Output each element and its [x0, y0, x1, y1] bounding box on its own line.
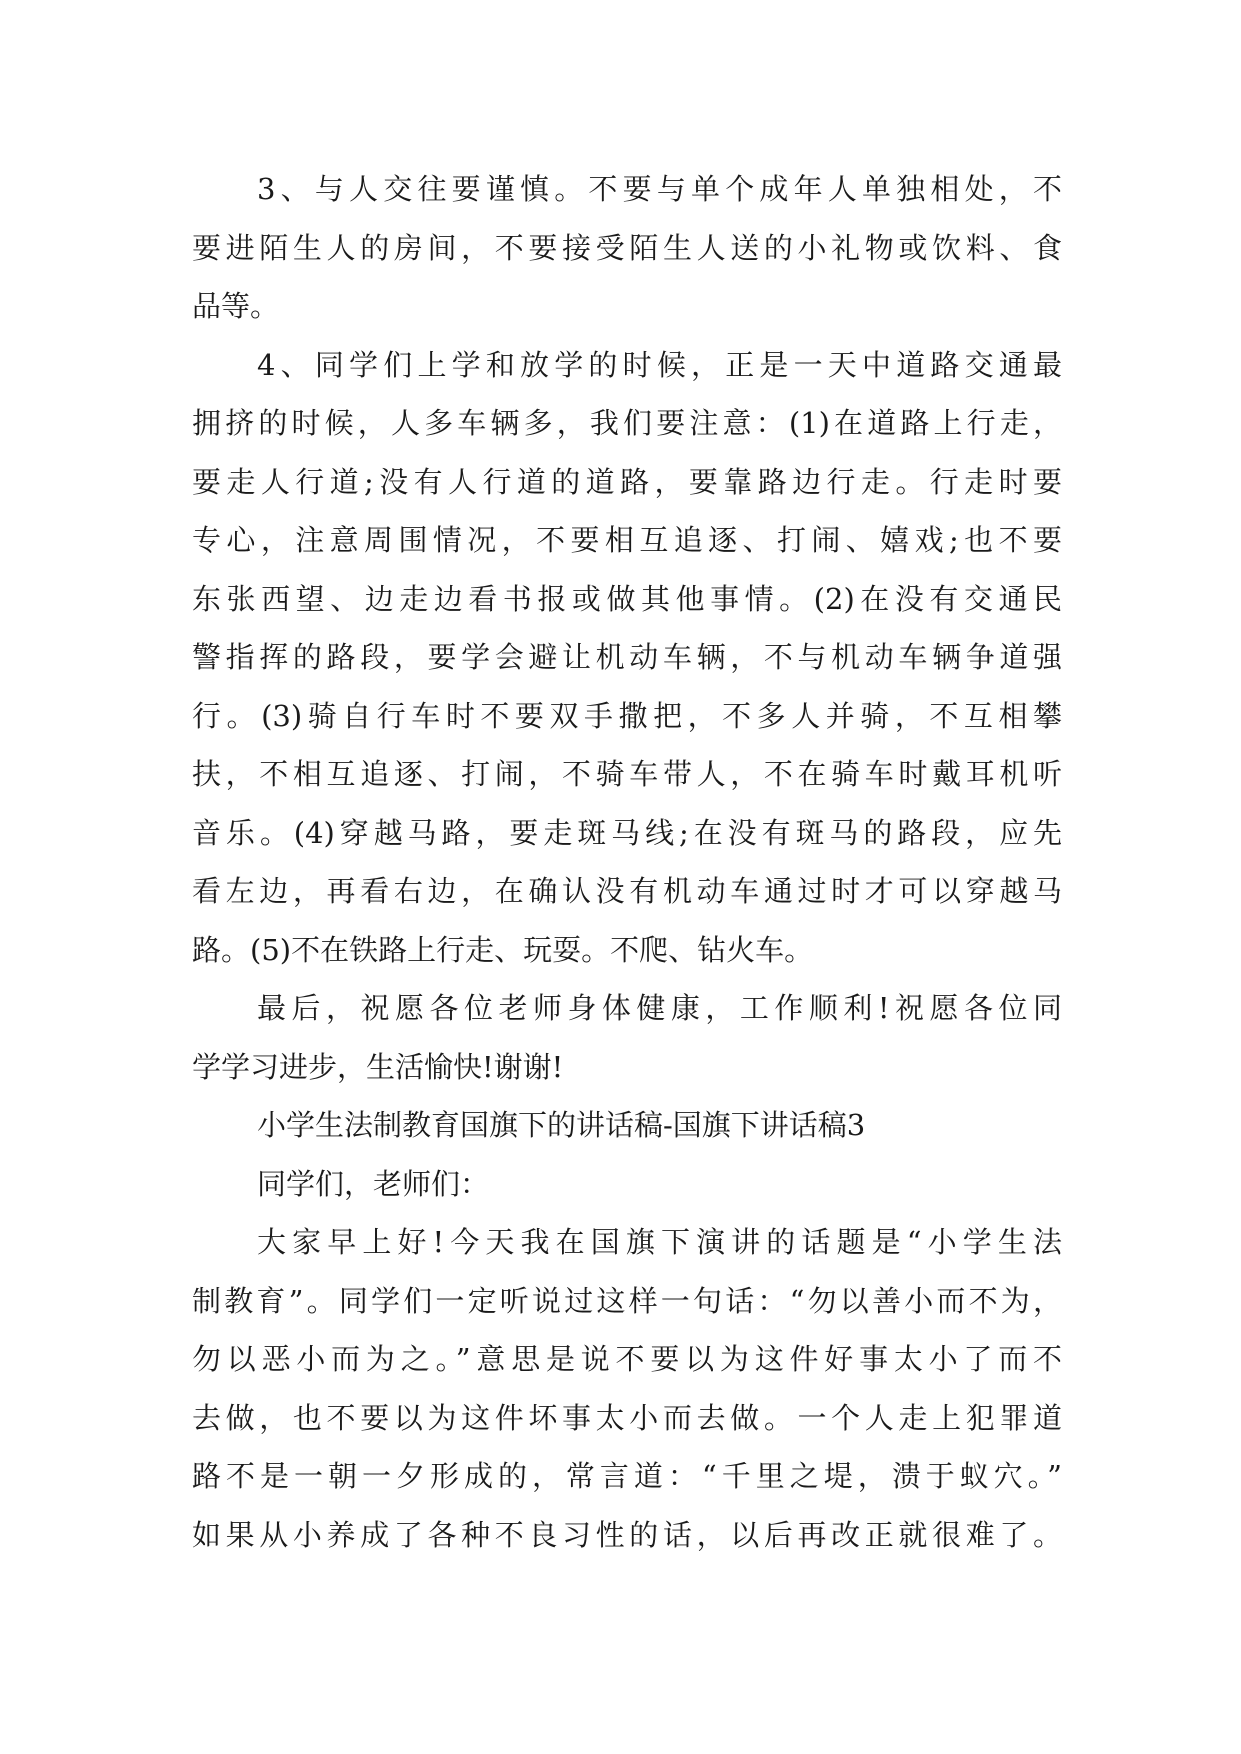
text-line: 扶，不相互追逐、打闹，不骑车带人，不在骑车时戴耳机听 [192, 757, 1062, 791]
text-line: 学学习进步，生活愉快!谢谢! [192, 1049, 564, 1084]
text-line: 勿以恶小而为之。”意思是说不要以为这件好事太小了而不 [192, 1342, 1062, 1376]
text-line: 专心，注意周围情况，不要相互追逐、打闹、嬉戏;也不要 [192, 523, 1062, 557]
text-line: 4、同学们上学和放学的时候，正是一天中道路交通最 [257, 347, 1062, 382]
text-line: 东张西望、边走边看书报或做其他事情。(2)在没有交通民 [192, 581, 1062, 616]
text-line: 拥挤的时候，人多车辆多，我们要注意：(1)在道路上行走， [192, 406, 1062, 440]
document-body [192, 160, 1062, 1564]
text-line: 制教育”。同学们一定听说过这样一句话：“勿以善小而不为， [192, 1283, 1062, 1318]
text-line: 路不是一朝一夕形成的，常言道：“千里之堤，溃于蚁穴。” [192, 1459, 1062, 1493]
text-line: 3、与人交往要谨慎。不要与单个成年人单独相处，不 [257, 172, 1062, 206]
text-line: 警指挥的路段，要学会避让机动车辆，不与机动车辆争道强 [192, 640, 1062, 674]
text-line: 小学生法制教育国旗下的讲话稿-国旗下讲话稿3 [257, 1108, 866, 1142]
text-line: 品等。 [192, 289, 280, 323]
text-line: 要走人行道;没有人行道的道路，要靠路边行走。行走时要 [192, 464, 1062, 499]
text-line: 看左边，再看右边，在确认没有机动车通过时才可以穿越马 [192, 874, 1062, 908]
text-line: 音乐。(4)穿越马路，要走斑马线;在没有斑马的路段，应先 [192, 815, 1062, 850]
text-line: 如果从小养成了各种不良习性的话，以后再改正就很难了。 [192, 1517, 1062, 1552]
text-line: 去做，也不要以为这件坏事太小而去做。一个人走上犯罪道 [192, 1400, 1062, 1435]
text-line: 同学们，老师们： [257, 1166, 490, 1201]
text-line: 最后，祝愿各位老师身体健康，工作顺利!祝愿各位同 [257, 991, 1062, 1025]
text-line: 大家早上好!今天我在国旗下演讲的话题是“小学生法 [257, 1225, 1062, 1259]
text-line: 路。(5)不在铁路上行走、玩耍。不爬、钻火车。 [192, 932, 814, 967]
text-line: 要进陌生人的房间，不要接受陌生人送的小礼物或饮料、食 [192, 230, 1062, 265]
text-line: 行。(3)骑自行车时不要双手撒把，不多人并骑，不互相攀 [192, 698, 1062, 733]
